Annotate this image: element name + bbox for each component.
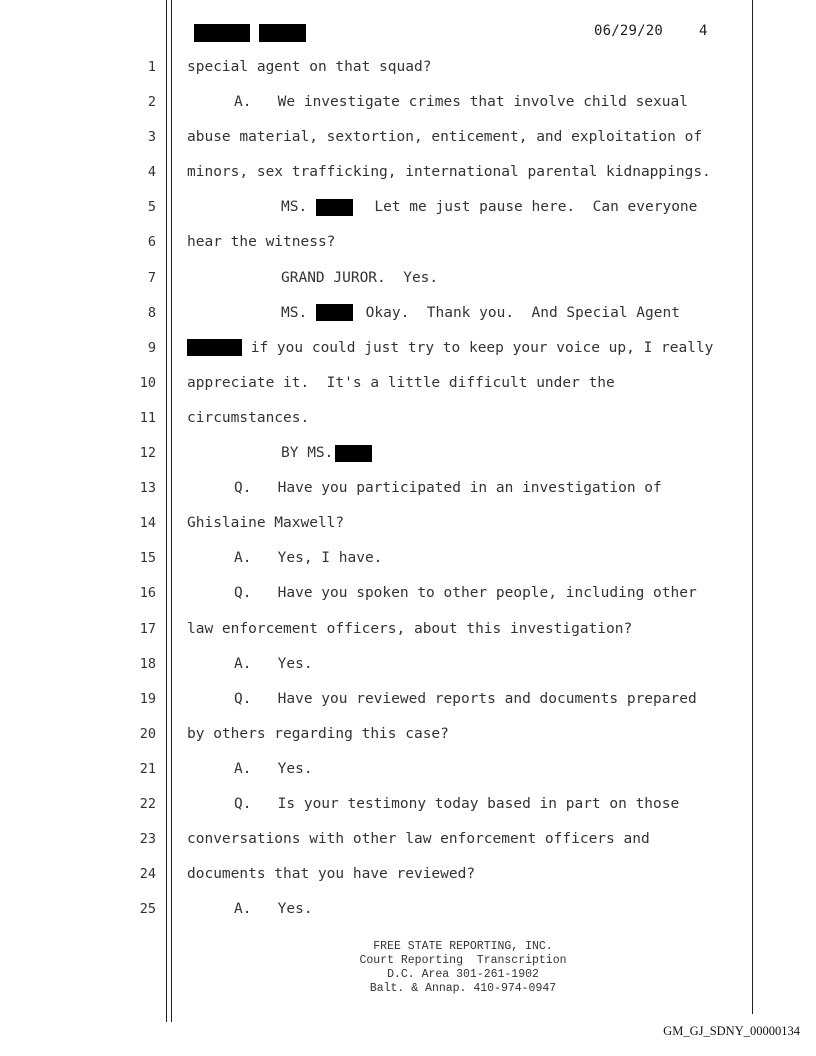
transcript-line [0,162,816,197]
line-number: 23 [139,831,156,848]
line-segment: A. Yes. [234,655,313,672]
line-number: 20 [139,725,156,742]
reporter-footer [263,940,663,996]
line-number: 18 [139,655,156,672]
line-number: 16 [139,585,156,602]
line-number: 13 [139,480,156,497]
line-segment: MS. [281,304,316,321]
line-segment: appreciate it. It's a little difficult under the [187,374,615,391]
transcript-line [0,654,816,689]
transcript-line [0,373,816,408]
line-text [187,408,309,428]
line-segment: Q. Have you reviewed reports and documents prepared [234,690,697,707]
transcript-line [0,197,816,232]
transcript-line [0,268,816,303]
transcript-line [0,513,816,548]
transcript-line [0,794,816,829]
line-text [187,92,688,112]
line-text [187,654,313,674]
line-number: 9 [147,339,156,356]
line-text [187,689,697,709]
footer-company: FREE STATE REPORTING, INC. [373,940,553,953]
line-number: 15 [139,550,156,567]
header-page-number: 4 [699,23,708,39]
line-segment: Q. Have you participated in an investigation of [234,480,662,497]
line-segment: A. Yes. [234,760,313,777]
redaction-box [335,445,372,462]
line-number: 4 [147,164,156,181]
line-number: 8 [147,304,156,321]
line-segment: special agent on that squad? [187,59,432,75]
transcript-line [0,864,816,899]
redaction-box [316,199,353,216]
line-text [187,373,615,393]
line-segment: documents that you have reviewed? [187,866,476,883]
line-number: 5 [147,199,156,216]
transcript-line [0,127,816,162]
header-date: 06/29/20 [594,23,664,39]
line-number: 21 [139,760,156,777]
line-text [187,583,697,603]
header-redaction-2 [259,24,306,42]
redaction-box [187,339,242,356]
line-number: 25 [139,901,156,918]
line-text [187,864,475,884]
line-segment: Q. Have you spoken to other people, including other [234,585,697,602]
transcript-line [0,232,816,267]
transcript-line [0,408,816,443]
transcript-line [0,583,816,618]
line-text [187,232,335,252]
transcript-line [0,92,816,127]
footer-service: Court Reporting Transcription [359,954,567,967]
transcript-line [0,338,816,373]
footer-balt-phone: Balt. & Annap. 410-974-0947 [369,982,557,995]
line-text [187,127,702,147]
line-text [187,724,449,744]
line-segment: Let me just pause here. Can everyone [356,199,698,216]
line-text [187,338,713,358]
line-number: 1 [147,59,156,75]
line-number: 2 [147,94,156,111]
line-segment: abuse material, sextortion, enticement, and exploitation of [187,129,703,146]
line-number: 10 [139,374,156,391]
line-number: 11 [139,409,156,426]
line-number: 19 [139,690,156,707]
footer-dc-phone: D.C. Area 301-261-1902 [387,968,539,981]
line-number: 7 [147,269,156,286]
line-segment: GRAND JUROR. Yes. [281,269,439,286]
line-text [187,829,650,849]
line-number: 14 [139,515,156,532]
transcript-line [0,303,816,338]
line-segment: circumstances. [187,409,310,426]
line-segment: by others regarding this case? [187,725,449,742]
line-text [187,162,711,182]
line-segment: conversations with other law enforcement officers and [187,831,650,848]
transcript-line [0,724,816,759]
transcript-line [0,57,816,92]
line-text [187,443,372,463]
line-number: 12 [139,445,156,462]
line-text [187,899,313,919]
line-text [187,478,662,498]
line-segment: Okay. Thank you. And Special Agent [356,304,680,321]
line-text [187,619,632,639]
bates-stamp: GM_GJ_SDNY_00000134 [663,1024,800,1038]
line-segment: law enforcement officers, about this investigation? [187,620,633,637]
line-text [187,268,438,288]
line-number: 3 [147,129,156,146]
line-text [187,794,679,814]
transcript-line [0,689,816,724]
header-redaction-1 [194,24,250,42]
line-number: 24 [139,866,156,883]
line-text [187,513,344,533]
line-segment: hear the witness? [187,234,336,251]
line-segment: A. We investigate crimes that involve child sexual [234,94,688,111]
transcript-line [0,759,816,794]
line-segment: if you could just try to keep your voice up, I really [242,339,714,356]
transcript-line [0,899,816,934]
transcript-line [0,619,816,654]
transcript-line [0,548,816,583]
transcript-line [0,478,816,513]
transcript-body [0,57,816,934]
line-segment: Q. Is your testimony today based in part on those [234,795,680,812]
transcript-line [0,443,816,478]
line-segment: minors, sex trafficking, international parental kidnappings. [187,164,711,181]
line-text [187,197,697,217]
line-segment: MS. [281,199,316,216]
line-text [187,548,382,568]
line-text [187,303,680,323]
line-segment: A. Yes. [234,901,313,918]
line-number: 17 [139,620,156,637]
line-segment: BY MS. [281,445,334,462]
line-text [187,759,313,779]
line-text [187,57,431,77]
line-segment: Ghislaine Maxwell? [187,515,345,532]
page-header [187,22,707,44]
line-number: 22 [139,795,156,812]
line-segment: A. Yes, I have. [234,550,383,567]
transcript-line [0,829,816,864]
line-number: 6 [147,234,156,251]
redaction-box [316,304,353,321]
